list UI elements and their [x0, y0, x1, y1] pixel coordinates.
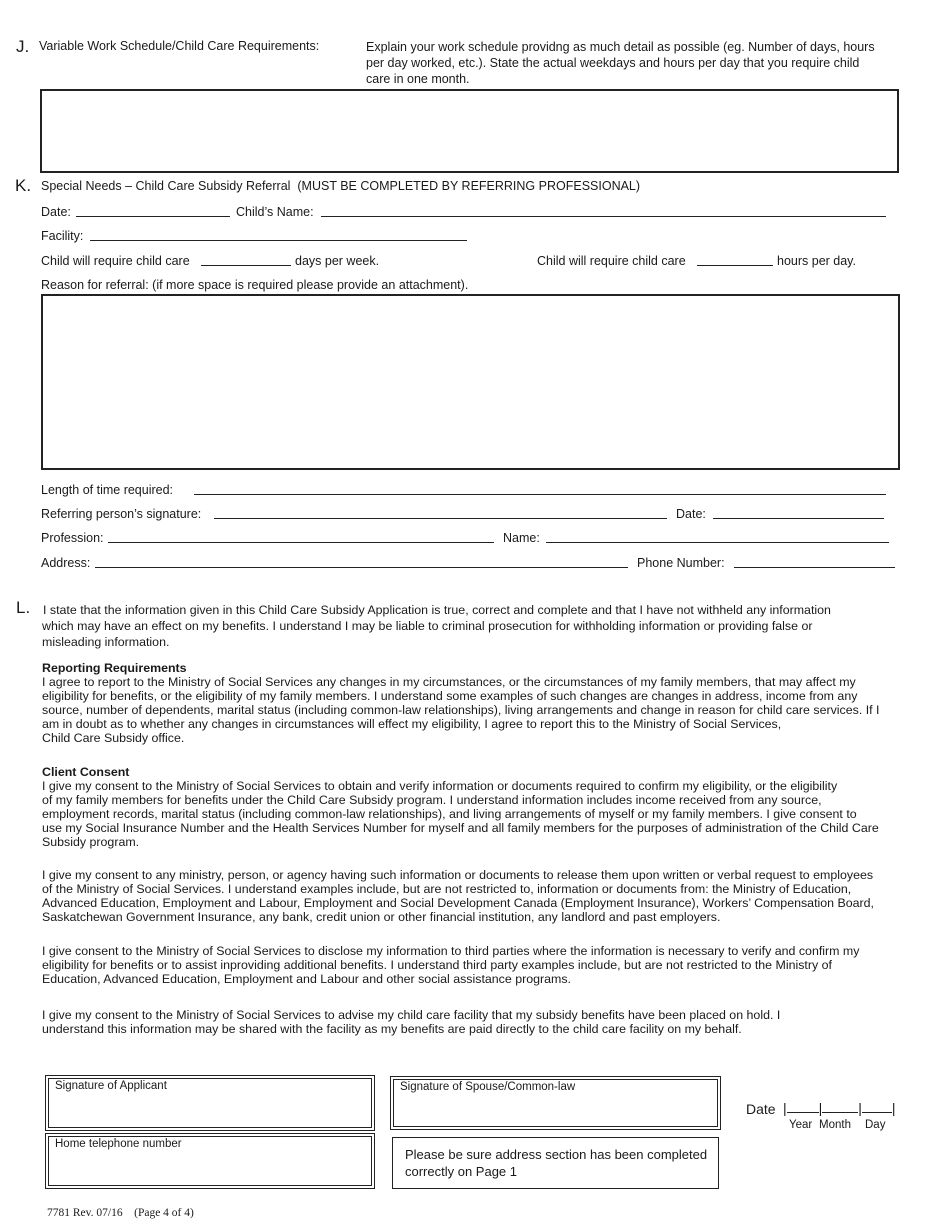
- consent-line: use my Social Insurance Number and the Health Services Number for myself and all family members for the purposes of administration of the Child Care: [42, 821, 879, 835]
- address-reminder-box: [392, 1137, 719, 1189]
- work-schedule-textarea[interactable]: [40, 89, 899, 173]
- applicant-signature-box[interactable]: [48, 1078, 372, 1128]
- consent-line: understand this information may be shared with the facility as my benefits are paid directly to the child care facility on my behalf.: [42, 1022, 742, 1036]
- k-reason-textarea[interactable]: [41, 294, 900, 470]
- consent-line: I give consent to the Ministry of Social Services to disclose my information to third parties where the information is necessary to verify and confirm my: [42, 944, 860, 958]
- section-k-title: Special Needs – Child Care Subsidy Referral: [41, 179, 291, 193]
- home-telephone-label: Home telephone number: [55, 1138, 182, 1150]
- k-date2-label: Date:: [676, 507, 706, 521]
- statement-line: I state that the information given in this Child Care Subsidy Application is true, correct and complete and that I have not withheld any information: [43, 603, 831, 617]
- k-hours-suffix: hours per day.: [777, 254, 856, 268]
- reporting-line: I agree to report to the Ministry of Social Services any changes in my circumstances, or the circumstances of my family members, that may affect my: [42, 675, 856, 689]
- k-phone-label: Phone Number:: [637, 556, 725, 570]
- k-hours-prefix: Child will require child care: [537, 254, 686, 268]
- consent-line: I give my consent to any ministry, person, or agency having such information or documents to release them upon written or verbal request to employees: [42, 868, 874, 882]
- k-date2-field[interactable]: [713, 506, 884, 519]
- signature-date-field[interactable]: | | | |: [783, 1100, 896, 1116]
- form-number: 7781 Rev. 07/16: [47, 1207, 123, 1219]
- statement-line: which may have an effect on my benefits. I understand I may be liable to criminal prosecution for withholding information or providing false or: [42, 619, 813, 633]
- section-j-instructions: [366, 39, 875, 87]
- reporting-line: am in doubt as to whether any changes in circumstances will effect my eligibility, I agree to report this to the Ministry of Social Services,: [42, 717, 782, 731]
- form-footer: [47, 1207, 194, 1219]
- k-length-label: Length of time required:: [41, 483, 174, 497]
- l-reporting-section: [42, 661, 930, 745]
- consent-heading: Client Consent: [42, 765, 130, 779]
- address-reminder-text: [405, 1146, 707, 1180]
- k-profession-field[interactable]: [108, 530, 494, 543]
- k-days-field[interactable]: [201, 253, 291, 266]
- date-day-label: Day: [865, 1119, 886, 1131]
- section-j-title: Variable Work Schedule/Child Care Requirements:: [39, 39, 320, 53]
- home-telephone-box[interactable]: [48, 1136, 372, 1186]
- section-k-letter: K.: [15, 176, 32, 195]
- k-name-field[interactable]: [546, 530, 889, 543]
- spouse-signature-label: Signature of Spouse/Common-law: [400, 1081, 576, 1093]
- consent-line: Saskatchewan Government Insurance, any bank, credit union or other financial institution, any landlord and past employers.: [42, 910, 721, 924]
- l-statement: [42, 602, 930, 650]
- reporting-heading: Reporting Requirements: [42, 661, 187, 675]
- k-signature-label: Referring person’s signature:: [41, 507, 202, 521]
- reminder-line: correctly on Page 1: [405, 1164, 518, 1179]
- instruction-line: care in one month.: [366, 72, 470, 86]
- date-month-label: Month: [819, 1119, 851, 1131]
- consent-line: Education, Advanced Education, Employment and Labour and other social assistance programs.: [42, 972, 571, 986]
- section-k-note: (MUST BE COMPLETED BY REFERRING PROFESSIONAL): [297, 179, 641, 193]
- l-consent-paragraph-2: [42, 868, 930, 924]
- k-facility-label: Facility:: [41, 229, 84, 243]
- applicant-signature-label: Signature of Applicant: [55, 1080, 167, 1092]
- consent-line: Advanced Education, Employment and Labour, Employment and Social Development Canada (Employment Insurance), Workers’ Compensation Board,: [42, 896, 874, 910]
- date-month-cell[interactable]: [822, 1100, 858, 1113]
- k-address-label: Address:: [41, 556, 91, 570]
- signature-date-label: Date: [746, 1101, 776, 1117]
- reporting-line: Child Care Subsidy office.: [42, 731, 185, 745]
- k-length-field[interactable]: [194, 482, 886, 495]
- date-day-cell[interactable]: [862, 1100, 892, 1113]
- l-consent-paragraph-3: [42, 944, 930, 986]
- k-facility-field[interactable]: [90, 228, 467, 241]
- k-profession-label: Profession:: [41, 531, 104, 545]
- date-year-label: Year: [789, 1119, 813, 1131]
- consent-line: I give my consent to the Ministry of Social Services to advise my child care facility that my subsidy benefits have been placed on hold. I: [42, 1008, 781, 1022]
- consent-line: of my family members for benefits under the Child Care Subsidy program. I understand information includes income received from any source,: [42, 793, 822, 807]
- consent-line: of the Ministry of Social Services. I understand examples include, but are not restricted to, information or documents from: the Ministry of Education,: [42, 882, 852, 896]
- reporting-line: source, number of dependents, marital status (including common-law relationships), living arrangements and change in reason for child care services. If I: [42, 703, 880, 717]
- section-j-letter: J.: [16, 37, 30, 56]
- page-number: (Page 4 of 4): [134, 1207, 194, 1219]
- l-consent-paragraph-4: [42, 1008, 930, 1036]
- k-date-label: Date:: [41, 205, 71, 219]
- k-phone-field[interactable]: [734, 555, 895, 568]
- k-date-field[interactable]: [76, 204, 230, 217]
- l-consent-section: [42, 765, 930, 849]
- instruction-line: Explain your work schedule providng as much detail as possible (eg. Number of days, hours: [366, 40, 875, 54]
- statement-line: misleading information.: [42, 635, 170, 649]
- consent-line: Subsidy program.: [42, 835, 140, 849]
- section-l-letter: L.: [16, 598, 31, 617]
- k-signature-field[interactable]: [214, 506, 667, 519]
- k-days-suffix: days per week.: [295, 254, 380, 268]
- k-name-label: Name:: [503, 531, 540, 545]
- k-address-field[interactable]: [95, 555, 628, 568]
- reporting-line: eligibility for benefits, or the eligibility of my family members. I understand some examples of such changes are changes in address, income from any: [42, 689, 858, 703]
- consent-line: I give my consent to the Ministry of Social Services to obtain and verify information or documents required to confirm my eligibility, or the eligibility: [42, 779, 838, 793]
- date-year-cell[interactable]: [787, 1100, 819, 1113]
- reminder-line: Please be sure address section has been completed: [405, 1147, 708, 1162]
- k-hours-field[interactable]: [697, 253, 773, 266]
- section-k-heading: [41, 179, 640, 193]
- k-reason-label: Reason for referral: (if more space is required please provide an attachment).: [41, 278, 469, 292]
- k-days-prefix: Child will require child care: [41, 254, 190, 268]
- instruction-line: per day worked, etc.). State the actual weekdays and hours per day that you require child: [366, 56, 860, 70]
- k-childs-name-label: Child’s Name:: [236, 205, 314, 219]
- consent-line: eligibility for benefits or to assist inproviding additional benefits. I understand third party examples include, but are not restricted to the Ministry of: [42, 958, 832, 972]
- k-childs-name-field[interactable]: [321, 204, 886, 217]
- consent-line: employment records, marital status (including common-law relationships), and living arrangements of myself or my family members. I give consent to: [42, 807, 857, 821]
- spouse-signature-box[interactable]: [393, 1079, 718, 1127]
